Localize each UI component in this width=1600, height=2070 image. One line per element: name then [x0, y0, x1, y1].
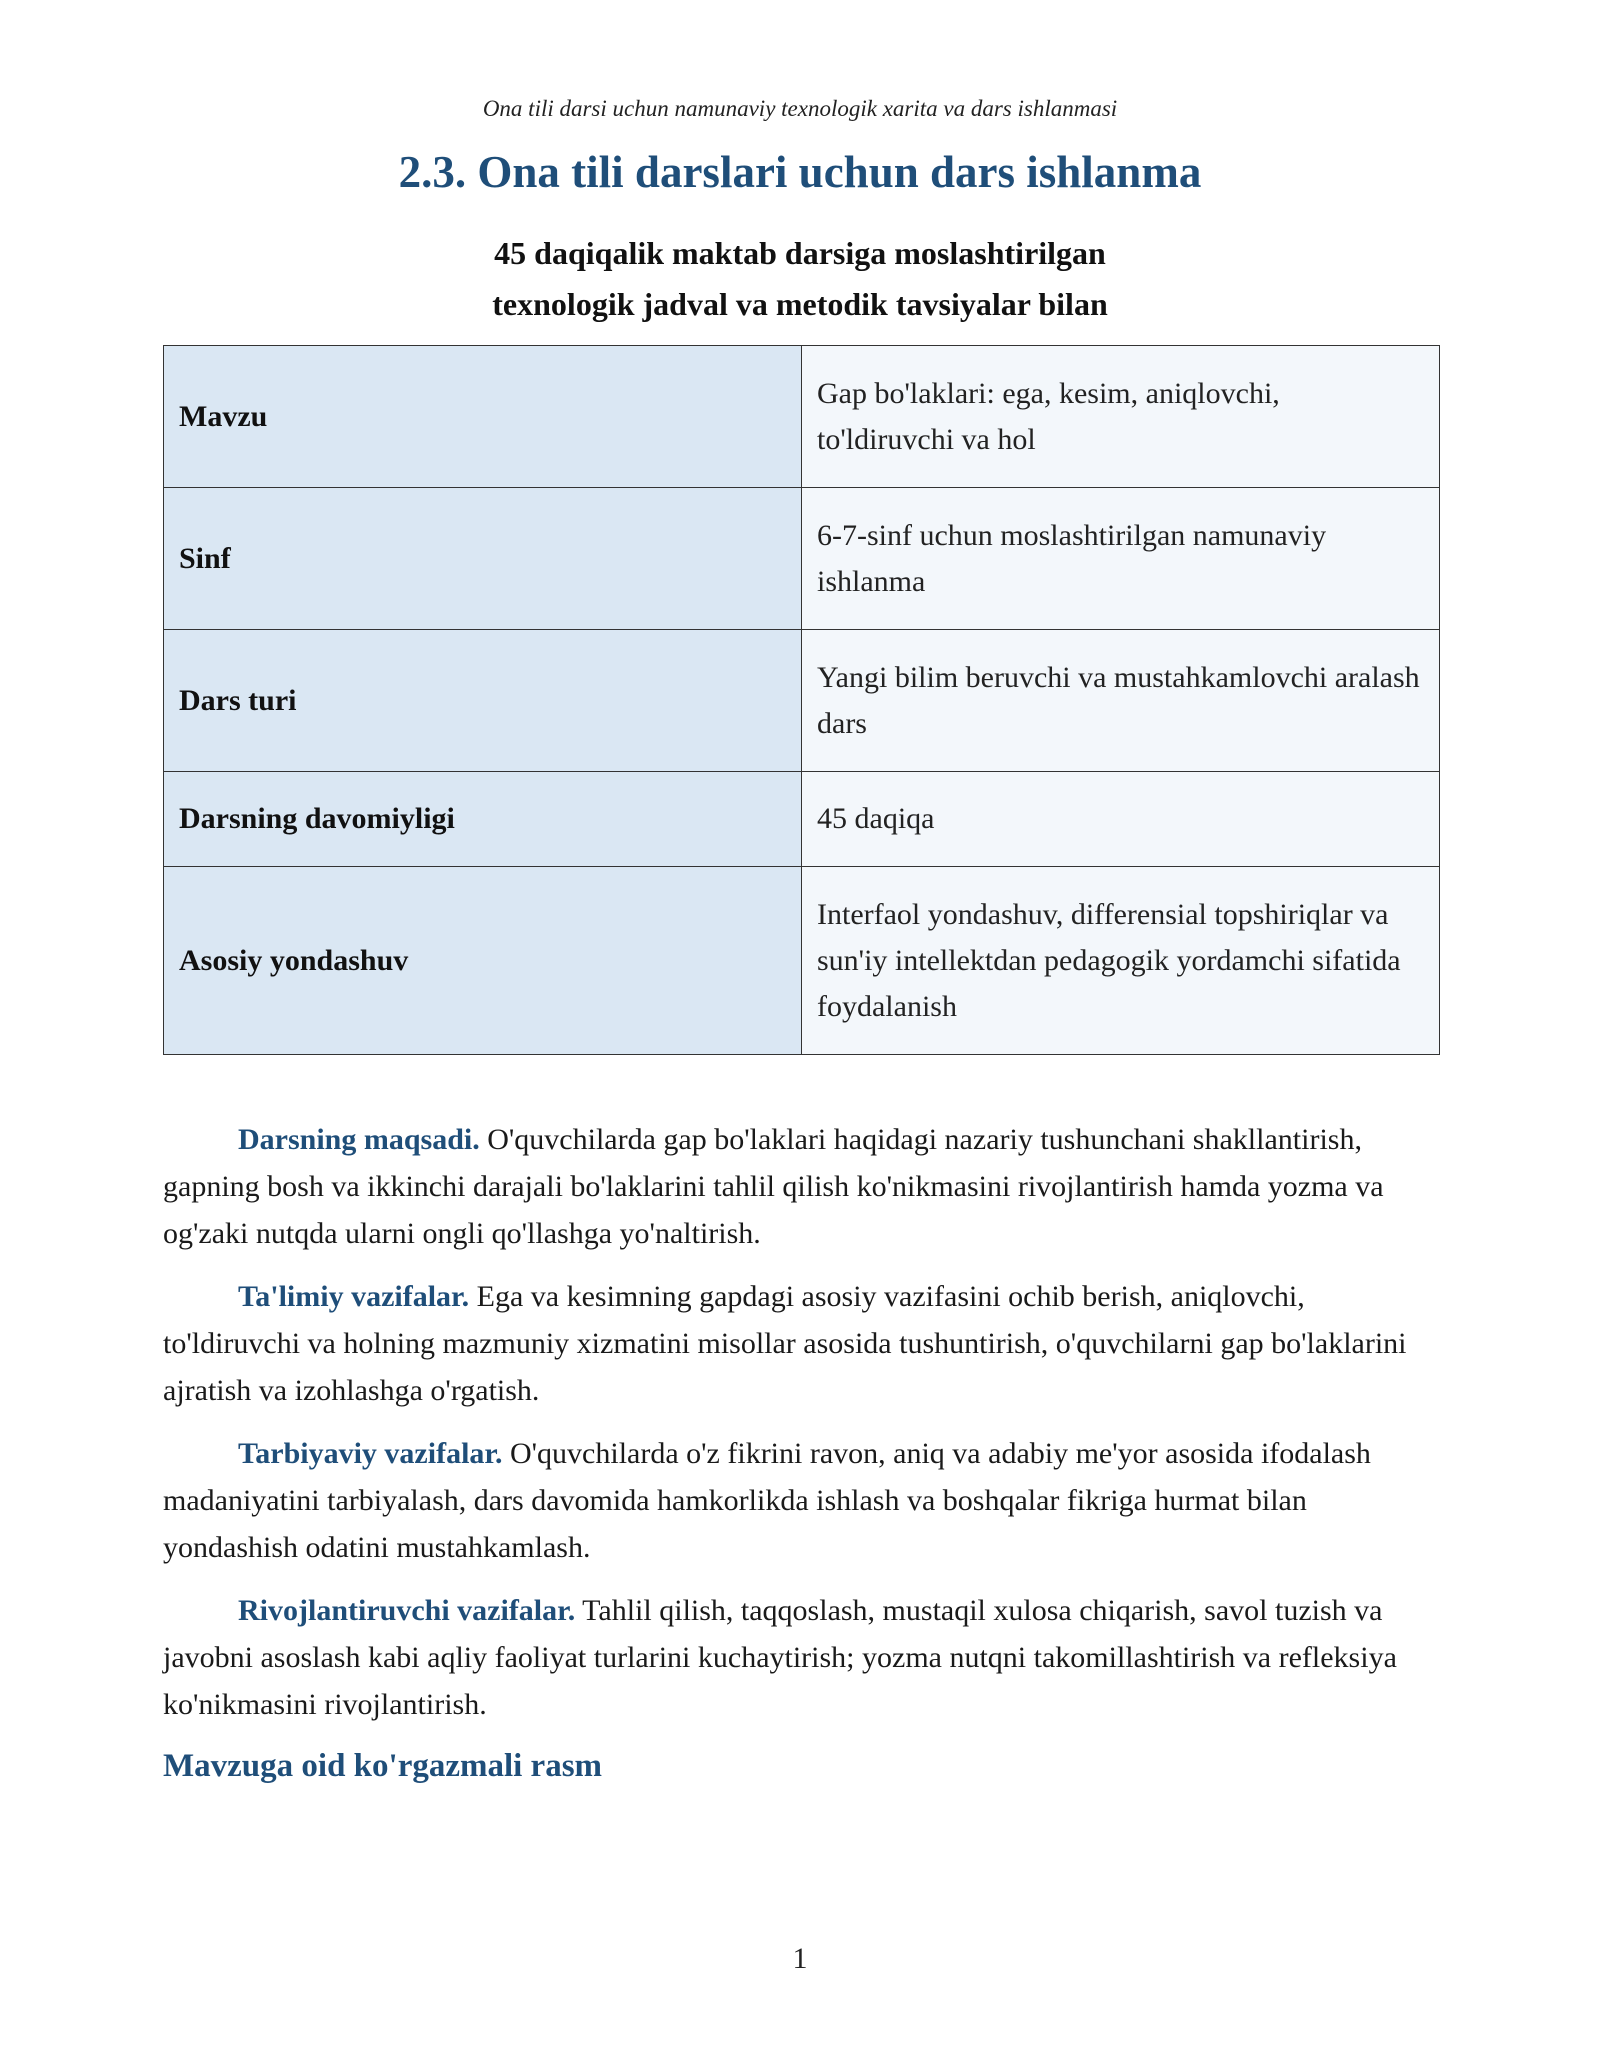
running-header: Ona tili darsi uchun namunaviy texnologik xarita va dars ishlanmasi [482, 96, 1118, 121]
table-value-cell: Yangi bilim beruvchi va mustahkamlovchi aralash dars [802, 630, 1440, 772]
page-number: 1 [792, 1942, 808, 1975]
table-key-cell: Sinf [164, 488, 802, 630]
table-key-cell: Mavzu [164, 346, 802, 488]
table-row [164, 867, 1440, 1055]
section-title: 2.3. Ona tili darslari uchun dars ishlanma [398, 147, 1202, 197]
paragraph-lead: Tarbiyaviy vazifalar. [238, 1437, 503, 1470]
paragraph-text: Tahlil qilish, taqqoslash, mustaqil xulosa chiqarish, savol tuzish va javobni asoslash kabi aqliy faoliyat turlarini kuchaytirish; yozma nutqni takomillashtirish va refleksiya ko'nikmasini rivojlantirish. [163, 1594, 1397, 1721]
table-key-cell: Asosiy yondashuv [164, 867, 802, 1055]
paragraph-developmental-tasks [163, 1587, 1440, 1728]
paragraph-text: O'quvchilarda o'z fikrini ravon, aniq va adabiy me'yor asosida ifodalash madaniyatini tarbiyalash, dars davomida hamkorlikda ishlash va boshqalar fikriga hurmat bilan yondashish odatini mustahkamlash. [163, 1437, 1371, 1564]
body-text [163, 1116, 1440, 1744]
table-value-cell: Gap bo'laklari: ega, kesim, aniqlovchi, to'ldiruvchi va hol [802, 346, 1440, 488]
sub-heading: Mavzuga oid ko'rgazmali rasm [163, 1748, 603, 1784]
paragraph-lead: Ta'limiy vazifalar. [238, 1280, 470, 1313]
table-key-cell: Darsning davomiyligi [164, 772, 802, 867]
subtitle-line-1: 45 daqiqalik maktab darsiga moslashtirilgan [494, 235, 1106, 271]
paragraph-lead: Rivojlantiruvchi vazifalar. [238, 1594, 576, 1627]
paragraph-lead: Darsning maqsadi. [238, 1123, 480, 1156]
paragraph-educational-tasks [163, 1273, 1440, 1414]
paragraph-text: Ega va kesimning gapdagi asosiy vazifasini ochib berish, aniqlovchi, to'ldiruvchi va holning mazmuniy xizmatini misollar asosida tushuntirish, o'quvchilarni gap bo'laklarini ajratish va izohlashga o'rgatish. [163, 1280, 1407, 1407]
subtitle-line-2: texnologik jadval va metodik tavsiyalar bilan [492, 286, 1108, 322]
table-value-cell: 6-7-sinf uchun moslashtirilgan namunaviy ishlanma [802, 488, 1440, 630]
lesson-info-table [163, 345, 1440, 1055]
paragraph-upbringing-tasks [163, 1430, 1440, 1571]
table-key-cell: Dars turi [164, 630, 802, 772]
table-row [164, 630, 1440, 772]
table-value-cell: Interfaol yondashuv, differensial topshiriqlar va sun'iy intellektdan pedagogik yordamchi sifatida foydalanish [802, 867, 1440, 1055]
subtitle [0, 228, 1600, 330]
table-row [164, 488, 1440, 630]
table-value-cell: 45 daqiqa [802, 772, 1440, 867]
table-row [164, 772, 1440, 867]
paragraph-text: O'quvchilarda gap bo'laklari haqidagi nazariy tushunchani shakllantirish, gapning bosh va ikkinchi darajali bo'laklarini tahlil qilish ko'nikmasini rivojlantirish hamda yozma va og'zaki nutqda ularni ongli qo'llashga yo'naltirish. [163, 1123, 1384, 1250]
paragraph-lesson-goal [163, 1116, 1440, 1257]
table-row [164, 346, 1440, 488]
